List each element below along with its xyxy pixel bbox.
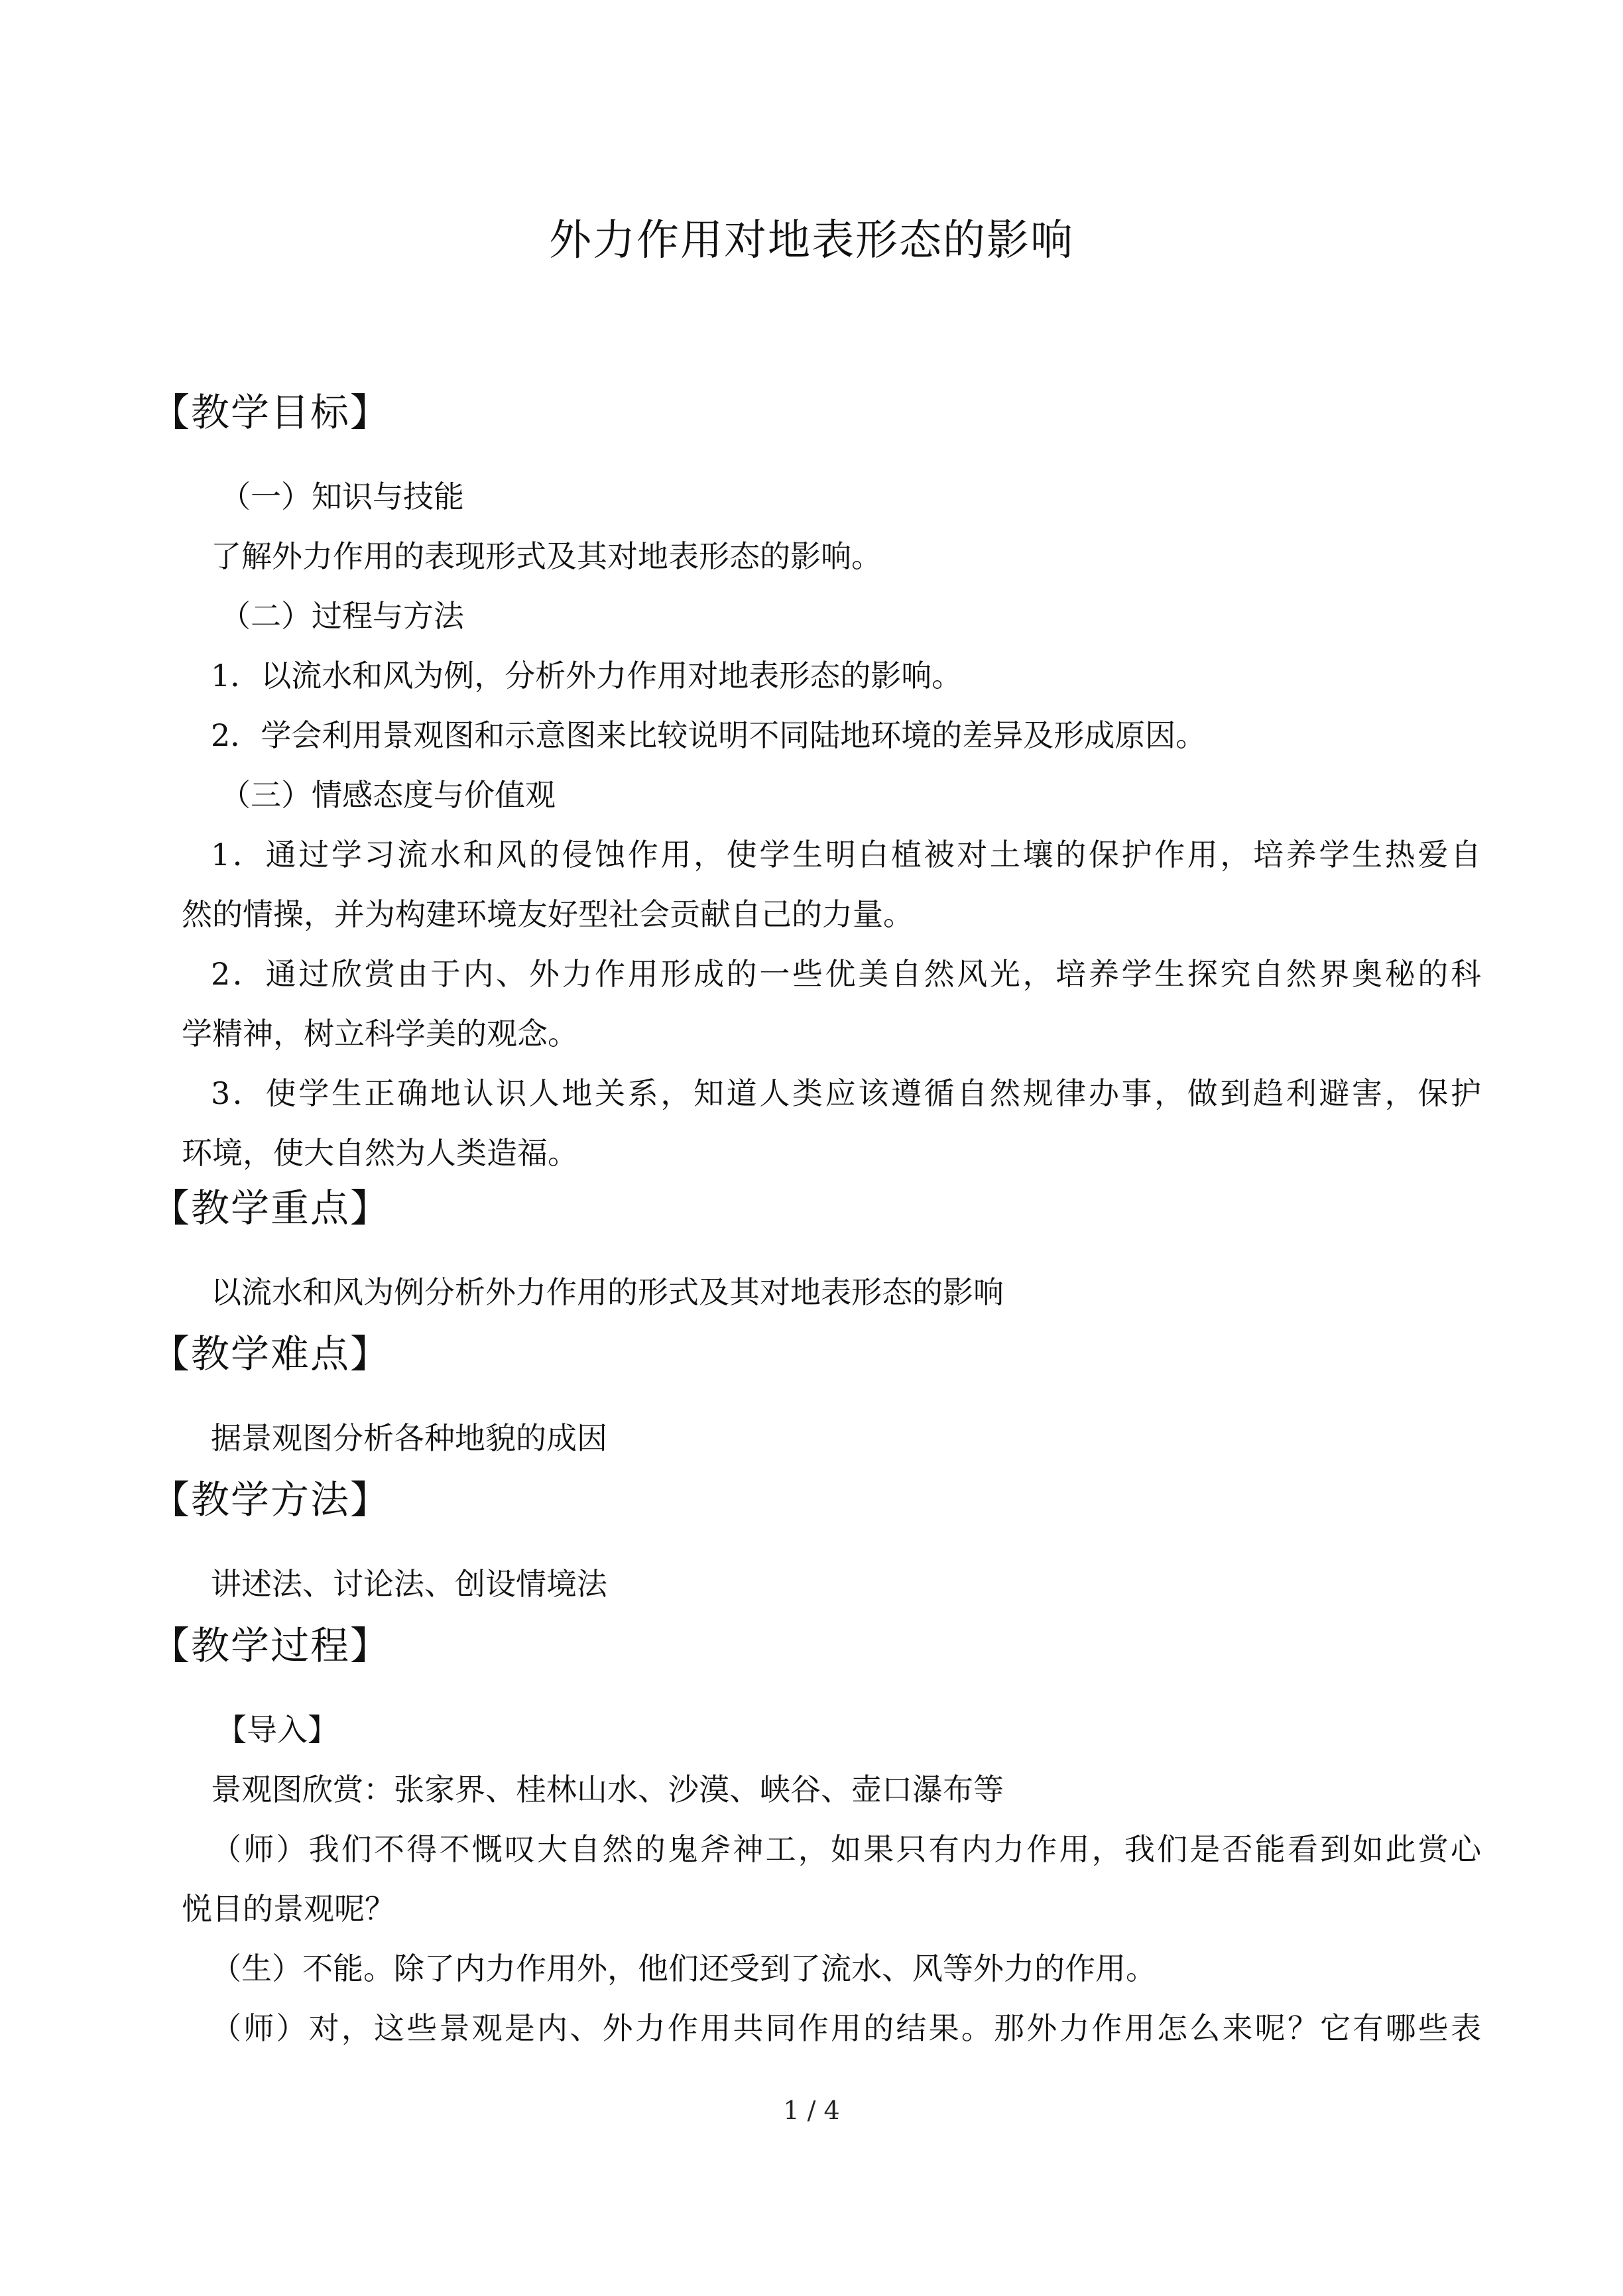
dialogue-line: （生）不能。除了内力作用外，他们还受到了流水、风等外力的作用。 <box>211 1951 1156 1986</box>
paragraph: 据景观图分析各种地貌的成因 <box>211 1420 607 1456</box>
list-item-line: 3．使学生正确地认识人地关系，知道人类应该遵循自然规律办事，做到趋利避害，保护 <box>211 1075 1481 1111</box>
paragraph: 景观图欣赏：张家界、桂林山水、沙漠、峡谷、壶口瀑布等 <box>211 1772 1004 1807</box>
subheading-process-method: （二）过程与方法 <box>220 598 464 634</box>
list-item-line: 2．通过欣赏由于内、外力作用形成的一些优美自然风光，培养学生探究自然界奥秘的科 <box>211 956 1481 992</box>
list-item-line: 然的情操，并为构建环境友好型社会贡献自己的力量。 <box>182 896 914 932</box>
dialogue-line: 悦目的景观呢？ <box>182 1891 395 1927</box>
paragraph: 讲述法、讨论法、创设情境法 <box>211 1566 607 1602</box>
page-number: 1 / 4 <box>783 2096 840 2125</box>
list-item-line: 1．通过学习流水和风的侵蚀作用，使学生明白植被对土壤的保护作用，培养学生热爱自 <box>211 837 1481 873</box>
heading-key-points: 【教学重点】 <box>151 1185 391 1231</box>
heading-difficulties: 【教学难点】 <box>151 1331 391 1376</box>
subheading-attitude-values: （三）情感态度与价值观 <box>220 777 556 813</box>
document-title: 外力作用对地表形态的影响 <box>549 216 1074 265</box>
paragraph: 了解外力作用的表现形式及其对地表形态的影响。 <box>211 538 882 574</box>
list-item-line: 学精神，树立科学美的观念。 <box>182 1016 578 1052</box>
dialogue-line: （师）我们不得不慨叹大自然的鬼斧神工，如果只有内力作用，我们是否能看到如此赏心 <box>211 1831 1481 1867</box>
list-item: 2．学会利用景观图和示意图来比较说明不同陆地环境的差异及形成原因。 <box>211 717 1207 753</box>
list-item-line: 环境，使大自然为人类造福。 <box>182 1135 578 1171</box>
heading-objectives: 【教学目标】 <box>151 390 391 435</box>
heading-process: 【教学过程】 <box>151 1623 391 1668</box>
heading-methods: 【教学方法】 <box>151 1477 391 1522</box>
list-item: 1．以流水和风为例，分析外力作用对地表形态的影响。 <box>211 658 963 694</box>
subheading-knowledge-skills: （一）知识与技能 <box>220 479 464 514</box>
intro-label: 【导入】 <box>216 1712 338 1748</box>
paragraph: 以流水和风为例分析外力作用的形式及其对地表形态的影响 <box>211 1274 1004 1310</box>
dialogue-line: （师）对，这些景观是内、外力作用共同作用的结果。那外力作用怎么来呢？它有哪些表 <box>211 2010 1481 2046</box>
